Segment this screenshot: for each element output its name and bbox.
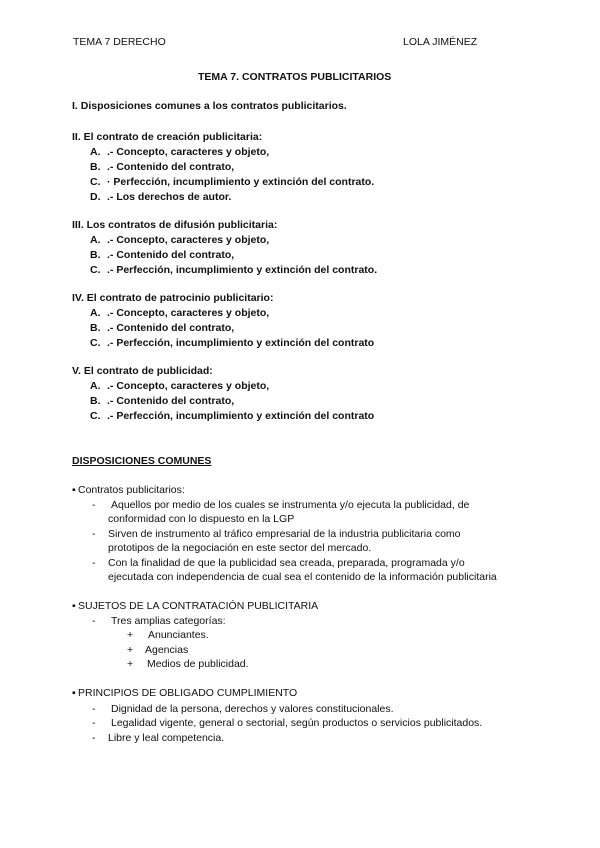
index-item: .- Concepto, caracteres y objeto, [107,146,270,158]
index-letter: C. [90,264,101,276]
dash-icon: - [92,717,96,729]
index-section-2-heading: II. El contrato de creación publicitaria: [72,131,263,143]
dash-icon: - [92,703,96,715]
principios-item: Dignidad de la persona, derechos y valores constitucionales. [111,703,394,715]
bullet-icon: ▪ [72,600,76,612]
dash-icon: - [92,732,96,744]
index-letter: C. [90,176,101,188]
document-title: TEMA 7. CONTRATOS PUBLICITARIOS [198,71,392,83]
index-section-4-heading: IV. El contrato de patrocinio publicitario: [72,292,274,304]
index-section-3-heading: III. Los contratos de difusión publicitaria: [72,219,278,231]
plus-icon: + [127,629,134,641]
index-section-5-heading: V. El contrato de publicidad: [72,365,213,377]
contratos-line: Con la finalidad de que la publicidad sea creada, preparada, programada y/o [108,557,465,569]
index-item: .- Concepto, caracteres y objeto, [107,307,270,319]
sujetos-item: Agencias [145,644,189,656]
bullet-icon: ▪ [72,484,76,496]
index-letter: B. [90,161,101,173]
index-letter: A. [90,380,101,392]
sujetos-label: SUJETOS DE LA CONTRATACIÓN PUBLICITARIA [78,600,319,612]
dash-icon: - [92,615,96,627]
index-item: .- Perfección, incumplimiento y extinción del contrato [107,410,375,422]
index-letter: C. [90,337,101,349]
principios-label: PRINCIPIOS DE OBLIGADO CUMPLIMIENTO [78,687,298,699]
common-heading: DISPOSICIONES COMUNES [72,455,212,467]
plus-icon: + [127,658,134,670]
header-left: TEMA 7 DERECHO [73,36,166,48]
index-item: .- Contenido del contrato, [107,249,235,261]
contratos-line: prototipos de la negociación en este sector del mercado. [108,542,372,554]
index-item: .- Perfección, incumplimiento y extinción del contrato. [107,264,378,276]
principios-item: Libre y leal competencia. [108,732,225,744]
index-letter: D. [90,191,101,203]
index-item: .- Concepto, caracteres y objeto, [107,380,270,392]
index-letter: B. [90,249,101,261]
sujetos-sub: Tres amplias categorías: [111,615,226,627]
index-letter: A. [90,307,101,319]
contratos-line: ejecutada con independencia de cual sea el contenido de la información publicitaria [108,571,497,583]
plus-icon: + [127,644,134,656]
index-letter: B. [90,322,101,334]
index-letter: A. [90,146,101,158]
index-item: · Perfección, incumplimiento y extinción del contrato. [107,176,375,188]
index-letter: B. [90,395,101,407]
bullet-icon: ▪ [72,687,76,699]
contratos-line: Aquellos por medio de los cuales se instrumenta y/o ejecuta la publicidad, de [111,499,470,511]
index-item: .- Los derechos de autor. [107,191,232,203]
sujetos-item: Anunciantes. [148,629,209,641]
contratos-line: Sirven de instrumento al tráfico empresarial de la industria publicitaria como [108,528,461,540]
index-letter: A. [90,234,101,246]
sujetos-item: Medios de publicidad. [147,658,249,670]
dash-icon: - [92,557,96,569]
contratos-line: conformidad con lo dispuesto en la LGP [108,513,295,525]
index-item: .- Contenido del contrato, [107,322,235,334]
index-item: .- Perfección, incumplimiento y extinción del contrato [107,337,375,349]
index-item: .- Contenido del contrato, [107,161,235,173]
header-right: LOLA JIMÉNEZ [403,36,478,48]
dash-icon: - [92,528,96,540]
principios-item: Legalidad vigente, general o sectorial, según productos o servicios publicitados. [111,717,483,729]
index-section-1: I. Disposiciones comunes a los contratos publicitarios. [72,100,347,112]
index-letter: C. [90,410,101,422]
index-item: .- Contenido del contrato, [107,395,235,407]
contratos-label: Contratos publicitarios: [78,484,185,496]
index-item: .- Concepto, caracteres y objeto, [107,234,270,246]
dash-icon: - [92,499,96,511]
